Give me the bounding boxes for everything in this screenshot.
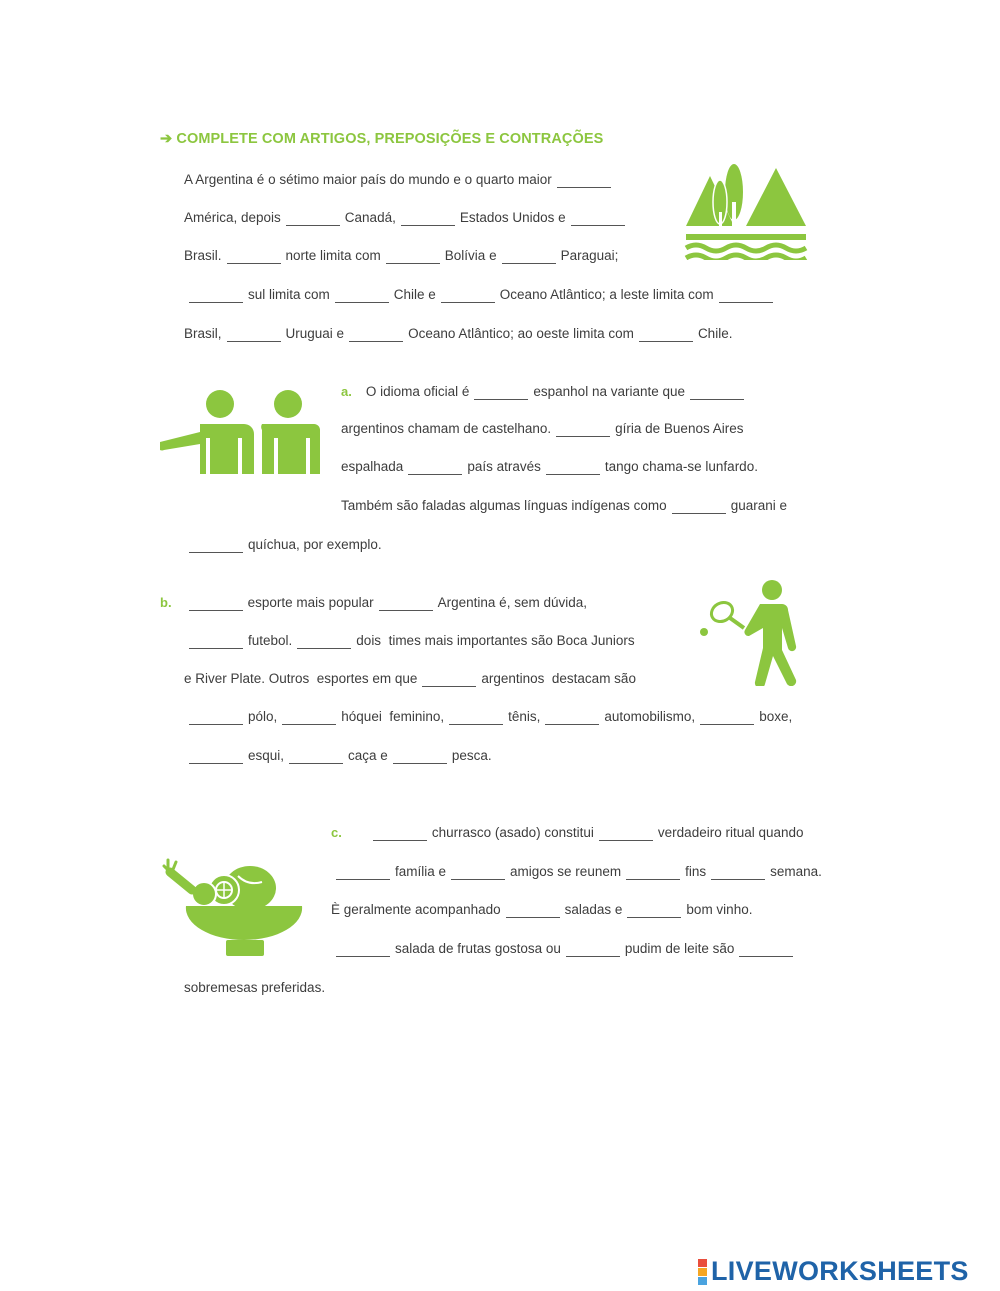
answer-blank[interactable] bbox=[393, 749, 447, 764]
sentence-text: Oceano Atlântico; a leste limita com bbox=[499, 287, 714, 302]
sentence-text: América, depois bbox=[184, 210, 281, 225]
liveworksheets-logo[interactable] bbox=[698, 1256, 969, 1287]
sentence-text: Canadá, bbox=[344, 210, 396, 225]
two-people-icon bbox=[160, 388, 322, 478]
sentence-text: país através bbox=[467, 459, 541, 474]
answer-blank[interactable] bbox=[336, 942, 390, 957]
answer-blank[interactable] bbox=[546, 460, 600, 475]
sentence-text: sul limita com bbox=[248, 287, 330, 302]
section-a-line bbox=[341, 383, 749, 401]
answer-blank[interactable] bbox=[557, 173, 611, 188]
answer-blank[interactable] bbox=[502, 249, 556, 264]
answer-blank[interactable] bbox=[335, 288, 389, 303]
section-c-letter: c. bbox=[331, 825, 342, 840]
sentence-text: saladas e bbox=[564, 902, 623, 917]
sentence-text: bom vinho. bbox=[686, 902, 753, 917]
logo-tile bbox=[698, 1268, 707, 1276]
sentence-text: Chile. bbox=[697, 326, 733, 341]
sentence-text: Também são faladas algumas línguas indígenas como bbox=[341, 498, 667, 513]
section-a-line bbox=[341, 458, 758, 476]
sentence-text: È geralmente acompanhado bbox=[331, 902, 501, 917]
answer-blank[interactable] bbox=[227, 249, 281, 264]
answer-blank[interactable] bbox=[626, 865, 680, 880]
intro-line bbox=[184, 247, 618, 265]
answer-blank[interactable] bbox=[189, 749, 243, 764]
answer-blank[interactable] bbox=[441, 288, 495, 303]
salad-bowl-icon bbox=[162, 858, 308, 958]
answer-blank[interactable] bbox=[379, 596, 433, 611]
sentence-text: Chile e bbox=[393, 287, 436, 302]
sentence-text: sobremesas preferidas. bbox=[184, 980, 326, 995]
section-b-line bbox=[184, 670, 636, 688]
sentence-text: semana. bbox=[770, 864, 822, 879]
sentence-text: pesca. bbox=[451, 748, 492, 763]
answer-blank[interactable] bbox=[373, 826, 427, 841]
answer-blank[interactable] bbox=[700, 710, 754, 725]
sentence-text: Estados Unidos e bbox=[459, 210, 566, 225]
answer-blank[interactable] bbox=[566, 942, 620, 957]
answer-blank[interactable] bbox=[189, 634, 243, 649]
sentence-text: pólo, bbox=[248, 709, 278, 724]
sentence-text: caça e bbox=[348, 748, 388, 763]
section-c-line bbox=[331, 940, 798, 958]
sentence-text: Brasil, bbox=[184, 326, 222, 341]
sentence-text: churrasco (asado) constitui bbox=[431, 825, 594, 840]
answer-blank[interactable] bbox=[189, 596, 243, 611]
logo-tile bbox=[698, 1259, 707, 1267]
sentence-text: O idioma oficial é bbox=[365, 384, 470, 399]
sentence-text: amigos se reunem bbox=[510, 864, 622, 879]
intro-line bbox=[184, 171, 616, 189]
sentence-text: boxe, bbox=[759, 709, 793, 724]
sentence-text: guarani e bbox=[730, 498, 787, 513]
answer-blank[interactable] bbox=[556, 422, 610, 437]
sentence-text: verdadeiro ritual quando bbox=[657, 825, 804, 840]
sentence-text: salada de frutas gostosa ou bbox=[395, 941, 561, 956]
section-b-line bbox=[184, 708, 792, 726]
answer-blank[interactable] bbox=[289, 749, 343, 764]
sentence-text: tango chama-se lunfardo. bbox=[604, 459, 758, 474]
sentence-text: esporte mais popular bbox=[247, 595, 374, 610]
intro-line bbox=[184, 209, 630, 227]
intro-line bbox=[184, 286, 778, 304]
section-c-line bbox=[331, 824, 804, 842]
tennis-player-icon bbox=[698, 578, 810, 686]
sentence-text: e River Plate. Outros esportes em que bbox=[184, 671, 418, 686]
logo-tiles bbox=[698, 1259, 707, 1285]
sentence-text: norte limita com bbox=[285, 248, 381, 263]
answer-blank[interactable] bbox=[627, 903, 681, 918]
sentence-text: família e bbox=[395, 864, 447, 879]
sentence-text: esqui, bbox=[248, 748, 285, 763]
answer-blank[interactable] bbox=[545, 710, 599, 725]
sentence-text: pudim de leite são bbox=[624, 941, 735, 956]
logo-tile bbox=[698, 1277, 707, 1285]
section-b-line bbox=[184, 747, 492, 765]
answer-blank[interactable] bbox=[189, 710, 243, 725]
section-b-line bbox=[160, 594, 587, 612]
answer-blank[interactable] bbox=[336, 865, 390, 880]
answer-blank[interactable] bbox=[286, 211, 340, 226]
sentence-text: Paraguai; bbox=[560, 248, 619, 263]
section-b-line bbox=[184, 632, 635, 650]
answer-blank[interactable] bbox=[711, 865, 765, 880]
answer-blank[interactable] bbox=[690, 385, 744, 400]
answer-blank[interactable] bbox=[386, 249, 440, 264]
answer-blank[interactable] bbox=[639, 327, 693, 342]
answer-blank[interactable] bbox=[474, 385, 528, 400]
answer-blank[interactable] bbox=[719, 288, 773, 303]
answer-blank[interactable] bbox=[189, 288, 243, 303]
answer-blank[interactable] bbox=[422, 672, 476, 687]
sentence-text: A Argentina é o sétimo maior país do mundo e o quarto maior bbox=[184, 172, 552, 187]
answer-blank[interactable] bbox=[349, 327, 403, 342]
sentence-text: Uruguai e bbox=[285, 326, 345, 341]
sentence-text: Argentina é, sem dúvida, bbox=[437, 595, 587, 610]
sentence-text: hóquei feminino, bbox=[341, 709, 445, 724]
answer-blank[interactable] bbox=[739, 942, 793, 957]
section-c-line bbox=[331, 901, 752, 919]
section-a-line bbox=[184, 536, 382, 554]
answer-blank[interactable] bbox=[408, 460, 462, 475]
answer-blank[interactable] bbox=[451, 865, 505, 880]
sentence-text: espalhada bbox=[341, 459, 404, 474]
answer-blank[interactable] bbox=[297, 634, 351, 649]
sentence-text: automobilismo, bbox=[604, 709, 696, 724]
section-a-letter: a. bbox=[341, 384, 352, 399]
answer-blank[interactable] bbox=[571, 211, 625, 226]
sentence-text: espanhol na variante que bbox=[533, 384, 686, 399]
sentence-text: quíchua, por exemplo. bbox=[248, 537, 382, 552]
intro-line bbox=[184, 325, 732, 343]
answer-blank[interactable] bbox=[227, 327, 281, 342]
answer-blank[interactable] bbox=[282, 710, 336, 725]
section-c-line bbox=[331, 863, 822, 881]
answer-blank[interactable] bbox=[189, 538, 243, 553]
answer-blank[interactable] bbox=[599, 826, 653, 841]
sentence-text: tênis, bbox=[508, 709, 541, 724]
answer-blank[interactable] bbox=[506, 903, 560, 918]
answer-blank[interactable] bbox=[672, 499, 726, 514]
sentence-text: Bolívia e bbox=[444, 248, 497, 263]
answer-blank[interactable] bbox=[401, 211, 455, 226]
section-c-line bbox=[184, 979, 325, 997]
worksheet-heading: ➔ COMPLETE COM ARTIGOS, PREPOSIÇÕES E CONTRAÇÕES bbox=[160, 131, 604, 147]
brand-name: LIVEWORKSHEETS bbox=[711, 1256, 969, 1286]
sentence-text: futebol. bbox=[248, 633, 293, 648]
sentence-text: Oceano Atlântico; ao oeste limita com bbox=[408, 326, 634, 341]
sentence-text: fins bbox=[685, 864, 707, 879]
sentence-text: argentinos chamam de castelhano. bbox=[341, 421, 552, 436]
sentence-text: argentinos destacam são bbox=[481, 671, 636, 686]
sentence-text: Brasil. bbox=[184, 248, 222, 263]
forest-river-icon bbox=[684, 162, 808, 260]
sentence-text: dois times mais importantes são Boca Juniors bbox=[356, 633, 635, 648]
section-a-line bbox=[341, 497, 787, 515]
answer-blank[interactable] bbox=[449, 710, 503, 725]
section-a-line bbox=[341, 420, 743, 438]
sentence-text: gíria de Buenos Aires bbox=[615, 421, 744, 436]
section-b-letter: b. bbox=[160, 595, 172, 610]
